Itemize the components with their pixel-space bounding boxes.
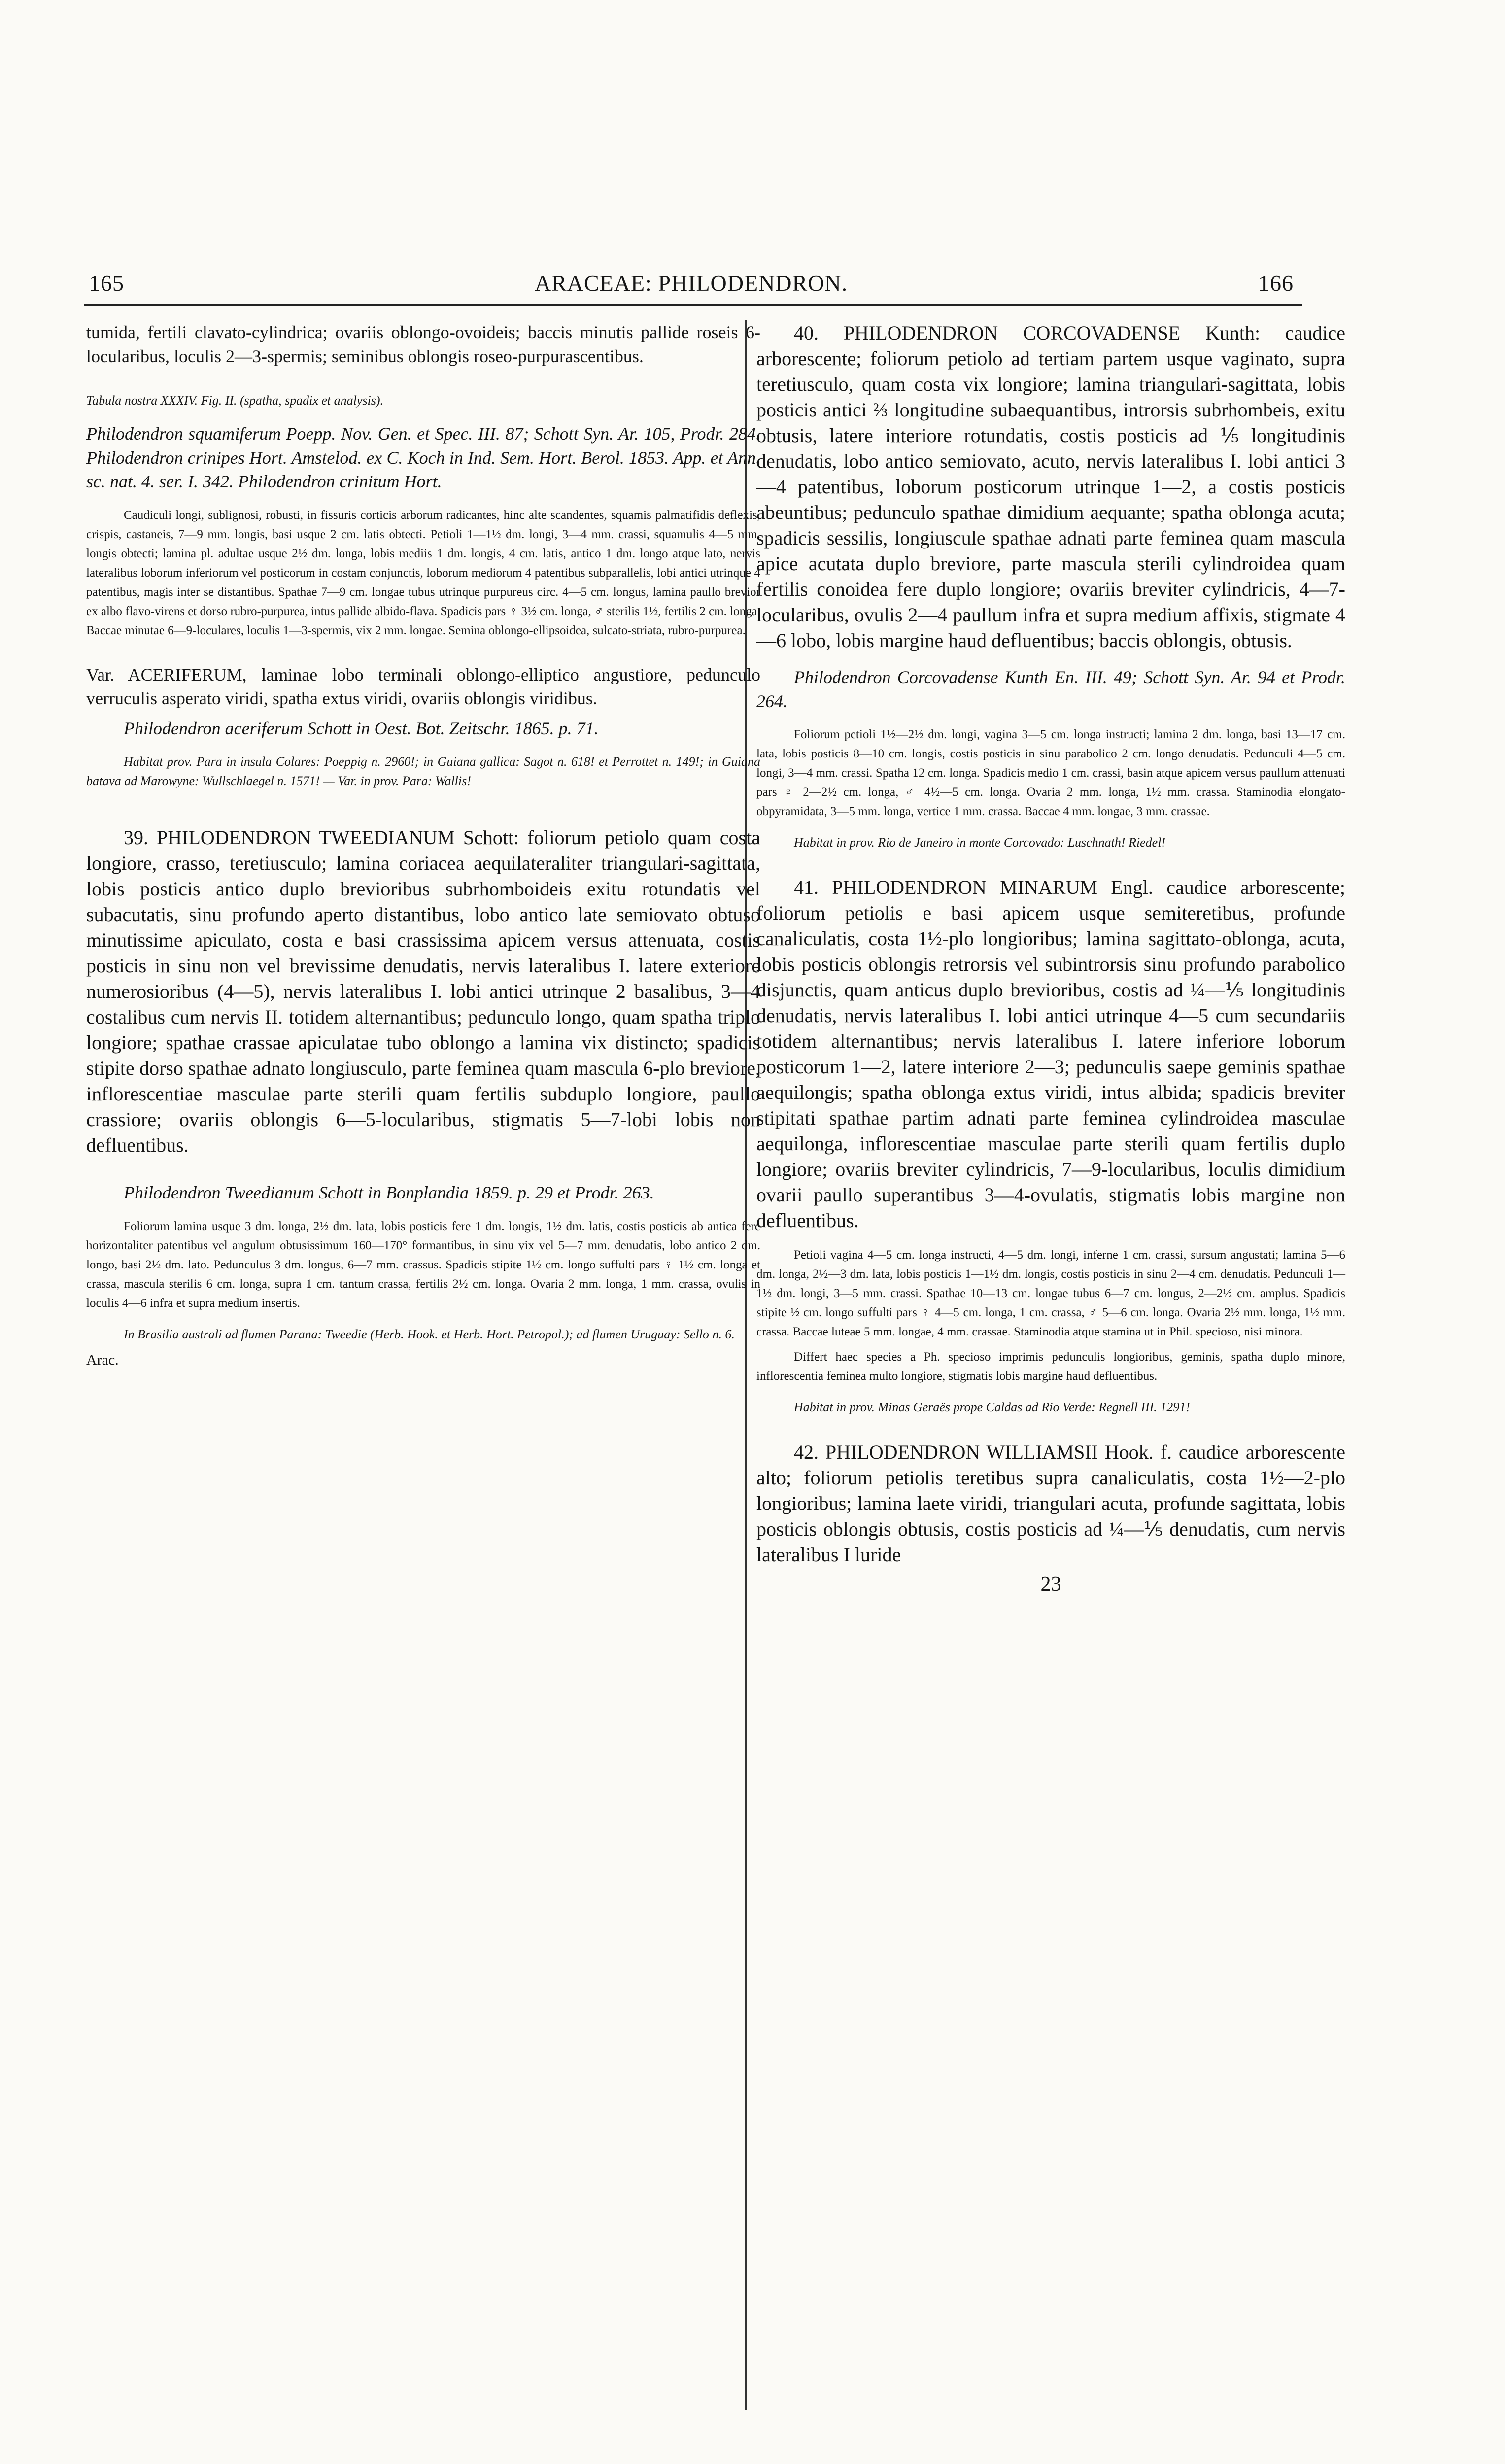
variety-synonym: Philodendron aceriferum Schott in Oest. Bot. Zeitschr. 1865. p. 71. <box>124 718 599 738</box>
species-40-description: Foliorum petioli 1½—2½ dm. longi, vagina 3—5 cm. longa instructi; lamina 2 dm. longa, basi 13—17 cm. lata, lobis posticis 8—10 cm. longis, costis posticis in sinu parabolico 2 cm. longo denudatis. Pedunculi 4—5 cm. longi, 3—4 mm. crassi. Spatha 12 cm. longa. Spadicis medio 1 cm. crassi, basin atque apicem versus paullum attenuati pars ♀ 2—2½ cm. longa, ♂ 4½—5 cm. longa. Ovaria 2 mm. longa, 1½ mm. crassa. Staminodia elongato-obpyramidata, 3—5 mm. longa, vertice 1 mm. crassa. Baccae 4 mm. longae, 3 mm. crassae. <box>756 728 1345 818</box>
habitat: Habitat prov. Para in insula Colares: Poeppig n. 2960!; in Guiana gallica: Sagot n. 618! et Perrottet n. 149!; in Guiana batava ad Marowyne: Wullschlaegel n. 1571! — Var. in prov. Para: Wallis! <box>86 754 760 788</box>
running-title: ARACEAE: PHILODENDRON. <box>534 271 848 296</box>
page-number-left: 165 <box>89 271 124 296</box>
signature-mark: 23 <box>1040 1573 1061 1596</box>
species-40-habitat: Habitat in prov. Rio de Janeiro in monte Corcovado: Luschnath! Riedel! <box>794 835 1166 850</box>
species-39: 39. PHILODENDRON TWEEDIANUM Schott: foliorum petiolo quam costa longiore, crasso, teretiusculo; lamina coriacea aequilateraliter triangulari-sagittata, lobis posticis antico duplo brevioribus subrhomboideis exitu rotundatis vel subacutatis, sinu profundo aperto distantibus, lobo antico late semiovato obtuso minutissime apiculato, costa e basi crassissima apicem versus attenuata, costis posticis in sinu non vel brevissime denudatis, nervis lateralibus I. latere exteriore numerosioribus (4—5), nervis lateralibus I. lobi antici utrinque 2 basalibus, 3—4 costalibus cum nervis II. totidem alternantibus; pedunculo longo, quam spatha triplo longiore; spathae crassae apiculatae tubo oblongo a lamina vix distincto; spadicis stipite dorso spathae adnato longiusculo, parte feminea quam mascula 6-plo breviore, inflorescentiae masculae parte sterili quam fertilis subduplo longiore, paullo crassiore; ovariis oblongis 6—5-locularibus, stigmatis 5—7-lobi lobis non defluentibus. <box>86 826 760 1156</box>
header-rule <box>84 304 1302 306</box>
variety: Var. ACERIFERUM, laminae lobo terminali oblongo-elliptico angustiore, pedunculo verruculis asperato viridi, spatha extus viridi, ovariis oblongis viridibus. <box>86 664 760 708</box>
intro-text: tumida, fertili clavato-cylindrica; ovariis oblongo-ovoideis; baccis minutis pallide roseis 6-locularibus, loculis 2—3-spermis; seminibus oblongis roseo-purpurascentibus. <box>86 322 760 366</box>
footer-abbreviation: Arac. <box>86 1351 119 1368</box>
description: Caudiculi longi, sublignosi, robusti, in fissuris corticis arborum radicantes, hinc alte scandentes, squamis palmatifidis deflexis, crispis, castaneis, 7—9 mm. longis, basi usque 2 cm. latis obtecti. Petioli 1—1½ dm. longi, 3—4 mm. crassi, squamulis 4—5 mm. longis obtecti; lamina pl. adultae usque 2½ dm. longa, lobis mediis 1 dm. longis, 4 cm. latis, antico 1 dm. longo atque lato, nervis lateralibus loborum inferiorum vel posticorum in costam conjunctis, loborum mediorum 4 patentibus subparallelis, lobi antici utrinque 4 patentibus, magis inter se distantibus. Spathae 7—9 cm. longae tubus utrinque purpureus circ. 4—5 cm. longus, lamina paullo brevior ex albo flavo-virens et dorso rubro-purpurea, intus pallide albido-flava. Spadicis pars ♀ 3½ cm. longa, ♂ sterilis 1½, fertilis 2 cm. longa. Baccae minutae 6—9-loculares, loculis 1—3-spermis, vix 2 mm. longae. Semina oblongo-ellipsoidea, sulcato-striata, rubro-purpurea. <box>86 508 760 637</box>
species-41-description: Petioli vagina 4—5 cm. longa instructi, 4—5 dm. longi, inferne 1 cm. crassi, sursum angustati; lamina 5—6 dm. longa, 2½—3 dm. lata, lobis posticis 1—1½ dm. longis, costis posticis in sinu 2—4 cm. denudatis. Pedunculi 1—1½ dm. longi, 3—5 mm. crassi. Spathae 10—13 cm. longae tubus 6—7 cm. longus, 2—2½ cm. amplus. Spadicis stipite ½ cm. longo suffulti pars ♀ 4—5 cm. longa, 1 cm. crassa, ♂ 5—6 cm. longa. Ovaria 2½ mm. longa, 1½ mm. crassa. Baccae luteae 5 mm. longae, 4 mm. crassae. Staminodia atque stamina ut in Phil. specioso, nisi minora. <box>756 1248 1345 1338</box>
left-column <box>86 320 760 1369</box>
species-39-synonym: Philodendron Tweedianum Schott in Bonplandia 1859. p. 29 et Prodr. 263. <box>124 1183 654 1202</box>
synonyms: Philodendron squamiferum Poepp. Nov. Gen. et Spec. III. 87; Schott Syn. Ar. 105, Prodr. 284. Philodendron crinipes Hort. Amstelod. ex C. Koch in Ind. Sem. Hort. Berol. 1853. App. et Ann. sc. nat. 4. ser. I. 342. Philodendron crinitum Hort. <box>86 424 760 491</box>
species-40-synonym: Philodendron Corcovadense Kunth En. III. 49; Schott Syn. Ar. 94 et Prodr. 264. <box>756 667 1345 711</box>
right-column <box>756 320 1345 1596</box>
tabula-reference: Tabula nostra XXXIV. Fig. II. (spatha, spadix et analysis). <box>86 393 384 408</box>
page-number-right: 166 <box>1258 271 1294 296</box>
species-39-habitat: In Brasilia australi ad flumen Parana: Tweedie (Herb. Hook. et Herb. Hort. Petropol.); ad flumen Uruguay: Sello n. 6. <box>124 1327 735 1341</box>
page-header <box>89 270 1294 296</box>
species-40: 40. PHILODENDRON CORCOVADENSE Kunth: caudice arborescente; foliorum petiolo ad tertiam partem usque vaginato, supra teretiusculo, quam costa vix longiore; lamina triangulari-sagittata, lobis posticis antici ⅔ longitudine subaequantibus, introrsis subrhombeis, exitu obtusis, latere interiore rotundatis, costis posticis ad ⅕ longitudinis denudatis, lobo antico semiovato, acuto, nervis lateralibus I. lobi antici 3—4 patentibus, loborum posticorum utrinque 1—2, a costis posticis abeuntibus; pedunculo spathae dimidium aequante; spatha oblonga acuta; spadicis sessilis, longiuscule spathae adnati parte feminea quam mascula apice acutata duplo breviore, parte mascula sterili cylindroidea quam fertilis conoidea fere duplo longiore; ovariis breviter cylindricis, 4—7-locularibus, ovulis 2—4 paullum infra et supra medium affixis, stigmate 4—6 lobo, lobis margine haud defluentibus; baccis oblongis, obtusis. <box>756 322 1345 651</box>
species-42: 42. PHILODENDRON WILLIAMSII Hook. f. caudice arborescente alto; foliorum petiolis teretibus supra canaliculatis, costa 1½—2-plo longioribus; lamina laete viridi, triangulari acuta, profunde sagittata, lobis posticis oblongis obtusis, costis posticis ad ¼—⅕ denudatis, cum nervis lateralibus I luride <box>756 1441 1345 1566</box>
species-41: 41. PHILODENDRON MINARUM Engl. caudice arborescente; foliorum petiolis e basi apicem usque semiteretibus, profunde canaliculatis, costa 1½-plo longioribus; lamina sagittato-oblonga, acuta, lobis posticis oblongis retrorsis vel subintrorsis sinu profundo parabolico disjunctis, quam anticus duplo brevioribus, costis ad ¼—⅕ longitudinis denudatis, nervis lateralibus I. lobi antici utrinque 4—5 cum secundariis totidem alternantibus; nervis lateralibus I. latere inferiore loborum posticorum 1—2, latere interiore 2—3; pedunculis saepe geminis spathae aequilongis; spatha oblonga extus viridi, intus albida; spadicis breviter stipitati spathae partim adnati parte feminea cylindroidea masculae aequilonga, inflorescentiae masculae parte sterili quam fertilis duplo longiore; ovariis breviter cylindricis, 7—9-locularibus, loculis dimidium ovarii paullo superantibus 3—4-ovulatis, stigmatis lobis margine non defluentibus. <box>756 876 1345 1232</box>
species-41-note: Differt haec species a Ph. specioso imprimis pedunculis longioribus, geminis, spatha duplo minore, inflorescentia feminea multo longiore, stigmatis lobis margine haud defluentibus. <box>756 1350 1345 1383</box>
species-41-habitat: Habitat in prov. Minas Geraës prope Caldas ad Rio Verde: Regnell III. 1291! <box>794 1400 1190 1414</box>
species-39-description: Foliorum lamina usque 3 dm. longa, 2½ dm. lata, lobis posticis fere 1 dm. longis, 1½ dm. latis, costis posticis ab antica fere horizontaliter patentibus vel angulum obtusissimum 160—170° formantibus, in sinu vix vel 5—7 mm. denudatis, lobo antico 2 dm. longo, basi 2½ dm. lato. Pedunculus 3 dm. longus, 6—7 mm. crassus. Spadicis stipite 1½ cm. longo suffulti pars ♀ 1½ cm. longa et crassa, mascula sterilis 6 cm. longa, supra 1 cm. tantum crassa, fertilis 2½ cm. longa. Ovaria 2 mm. longa, 1 mm. crassa, ovulis in loculis 4—6 infra et supra medium insertis. <box>86 1219 760 1310</box>
